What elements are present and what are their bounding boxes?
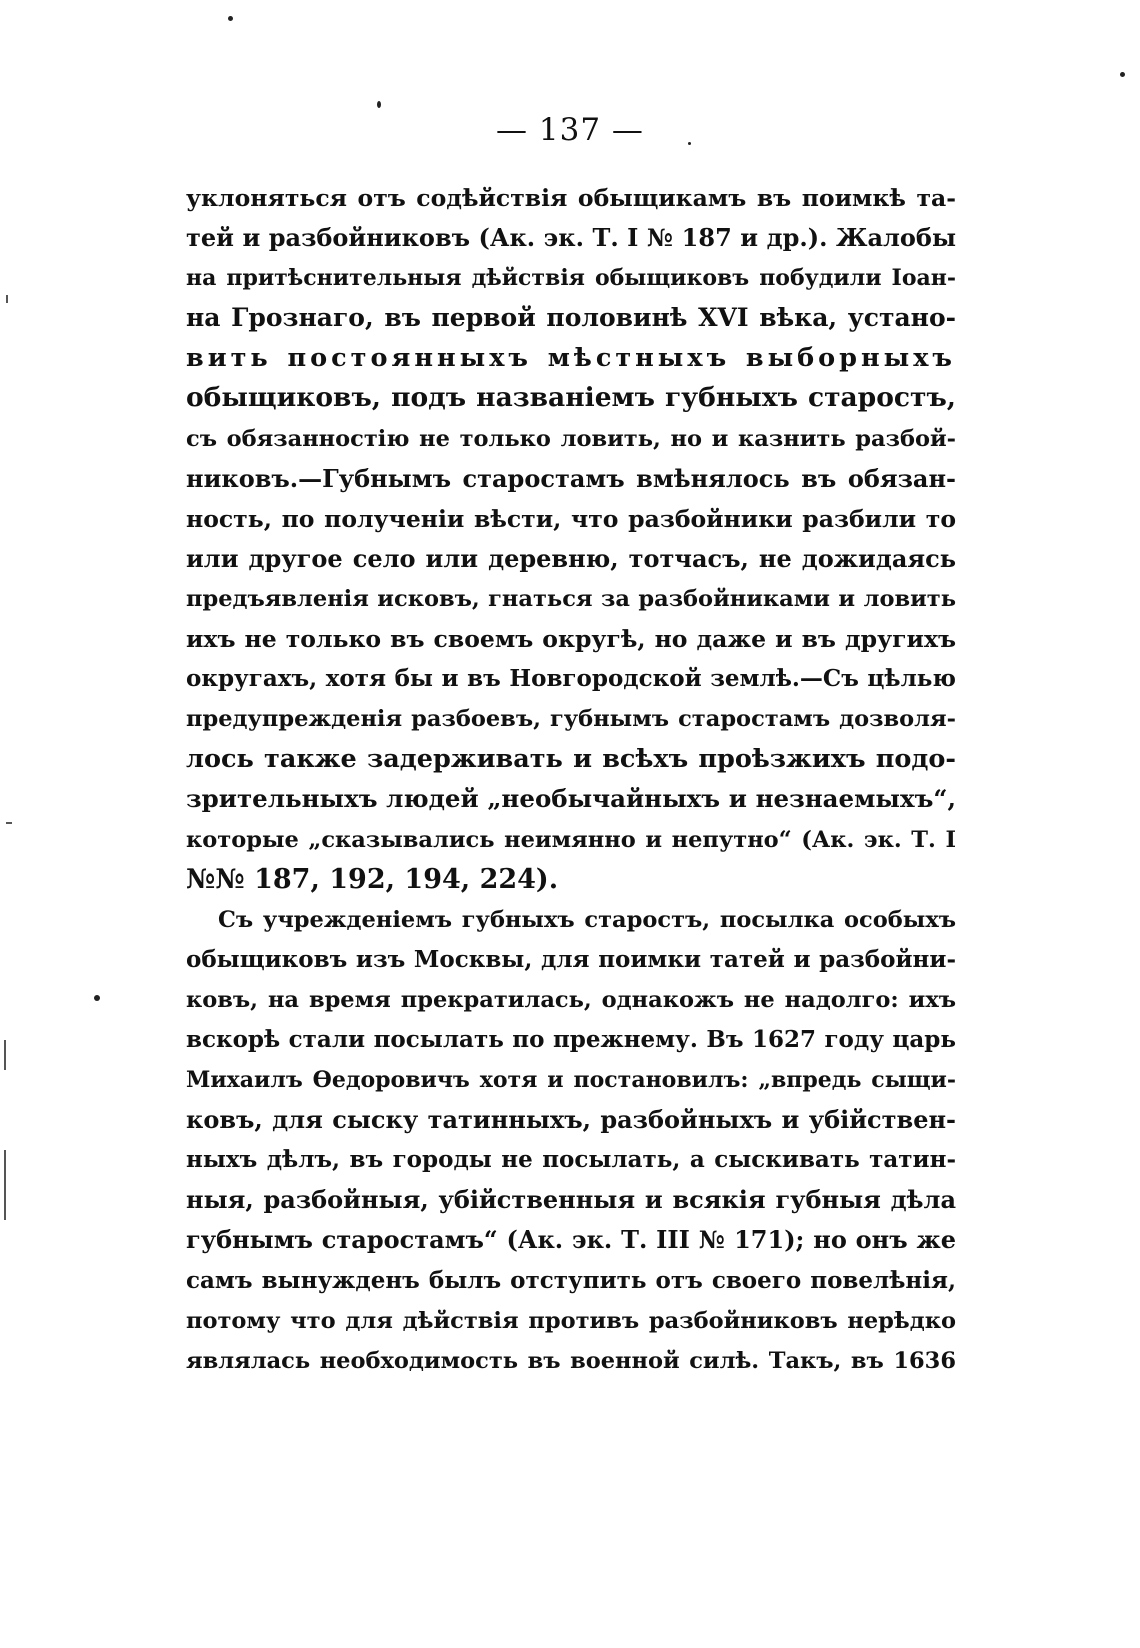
text-line: ныхъ дѣлъ, въ городы не посылать, а сыскивать татин- [186, 1146, 956, 1174]
text-line: ныя, разбойныя, убійственныя и всякія губныя дѣла [186, 1185, 956, 1215]
text-line: ихъ не только въ своемъ округѣ, но даже и въ другихъ [186, 625, 956, 654]
text-line: №№ 187, 192, 194, 224). [186, 863, 559, 895]
text-line: уклоняться отъ содѣйствія обыщикамъ въ поимкѣ та- [186, 184, 956, 212]
text-line: являлась необходимость въ военной силѣ. Такъ, въ 1636 [186, 1347, 956, 1374]
text-line: самъ вынужденъ былъ отступить отъ своего повелѣнія, [186, 1266, 956, 1294]
paragraph-2 [186, 900, 956, 1381]
scan-speck [94, 995, 100, 1001]
paragraph-1 [186, 178, 956, 900]
text-line: ковъ, на время прекратилась, однакожъ не надолго: ихъ [186, 986, 956, 1013]
body-text [186, 178, 956, 1381]
scan-speck [1120, 72, 1125, 77]
text-line: никовъ.—Губнымъ старостамъ вмѣнялось въ обязан- [186, 463, 956, 493]
text-line: или другое село или деревню, тотчасъ, не дожидаясь [186, 543, 956, 573]
text-line: которые „сказывались неимянно и непутно“ (Ак. эк. Т. I [186, 826, 956, 853]
text-line: предъявленія исковъ, гнаться за разбойниками и ловить [186, 585, 956, 612]
text-line: на Грознаго, въ первой половинѣ XVI вѣка, устано- [186, 303, 956, 333]
text-line: съ обязанностію не только ловить, но и казнить разбой- [186, 425, 956, 452]
scan-edge-mark [6, 295, 8, 303]
text-line: губнымъ старостамъ“ (Ак. эк. Т. III № 171); но онъ же [186, 1225, 956, 1255]
text-line: вить постоянныхъ мѣстныхъ выборныхъ [186, 343, 956, 374]
scan-edge-mark [4, 1150, 6, 1220]
scan-speck [377, 101, 381, 108]
text-line: лось также задерживать и всѣхъ проѣзжихъ подо- [186, 744, 956, 775]
text-line: ковъ, для сыску татинныхъ, разбойныхъ и убійствен- [186, 1105, 956, 1135]
scan-edge-mark [4, 1040, 6, 1070]
scan-speck [688, 142, 691, 145]
scan-edge-mark [6, 822, 12, 824]
text-line: предупрежденія разбоевъ, губнымъ старостамъ дозволя- [186, 706, 956, 733]
text-line: Съ учрежденіемъ губныхъ старостъ, посылка особыхъ [218, 906, 956, 933]
text-line: потому что для дѣйствія противъ разбойниковъ нерѣдко [186, 1307, 956, 1334]
text-line: тей и разбойниковъ (Ак. эк. Т. I № 187 и др.). Жалобы [186, 223, 956, 253]
page-number: — 137 — [496, 112, 644, 148]
text-line: зрительныхъ людей „необычайныхъ и незнаемыхъ“, [186, 784, 956, 814]
text-line: обыщиковъ, подъ названіемъ губныхъ старостъ, [186, 382, 956, 414]
text-line: ность, по полученіи вѣсти, что разбойники разбили то [186, 504, 956, 533]
text-line: округахъ, хотя бы и въ Новгородской землѣ.—Съ цѣлью [186, 665, 956, 693]
text-line: вскорѣ стали посылать по прежнему. Въ 1627 году царь [186, 1025, 956, 1053]
text-line: обыщиковъ изъ Москвы, для поимки татей и разбойни- [186, 945, 956, 973]
scan-speck [228, 16, 233, 21]
text-line: Михаилъ Ѳедоровичъ хотя и постановилъ: „впредь сыщи- [186, 1067, 956, 1094]
text-line: на притѣснительныя дѣйствія обыщиковъ побудили Іоан- [186, 265, 956, 292]
